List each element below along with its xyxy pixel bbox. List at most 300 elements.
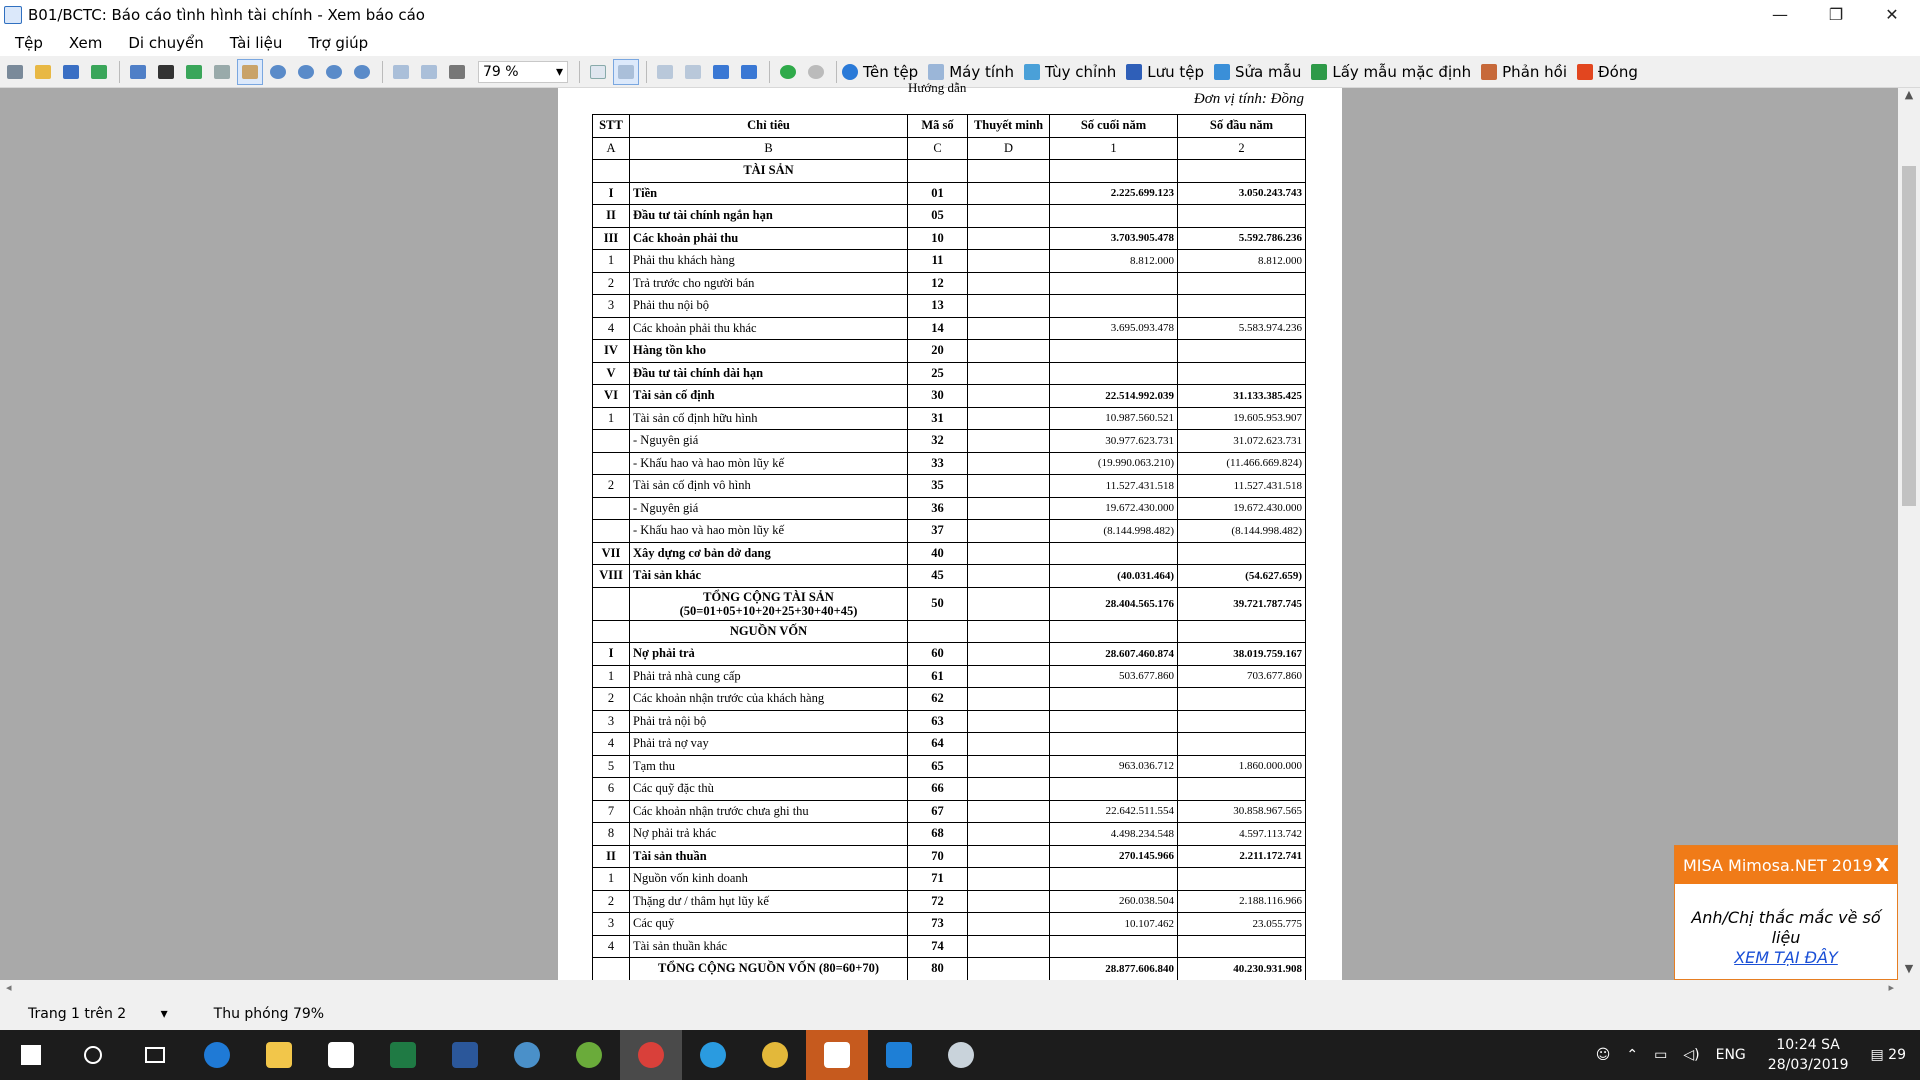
- sub-b: B: [630, 137, 908, 160]
- cell-start-value: [1178, 542, 1306, 565]
- cell-stt: [593, 620, 630, 643]
- cell-item: Phải trả nhà cung cấp: [630, 665, 908, 688]
- cell-note: [968, 452, 1050, 475]
- cell-stt: II: [593, 845, 630, 868]
- cell-start-value: 19.672.430.000: [1178, 497, 1306, 520]
- table-row: [593, 160, 1306, 183]
- cell-stt: 4: [593, 733, 630, 756]
- cell-item: Tài sản cố định hữu hình: [630, 407, 908, 430]
- actual-size-button[interactable]: [444, 59, 470, 85]
- cell-end-value: 2.225.699.123: [1050, 182, 1178, 205]
- cell-start-value: [1178, 205, 1306, 228]
- cell-note: [968, 665, 1050, 688]
- ie-button[interactable]: [682, 1030, 744, 1080]
- volume-icon[interactable]: ◁): [1683, 1047, 1700, 1063]
- toolbar-separator: [646, 61, 647, 83]
- feedback-button[interactable]: [1481, 63, 1567, 81]
- clock-date: 28/03/2019: [1767, 1057, 1849, 1073]
- scroll-up-icon[interactable]: ▲: [1904, 88, 1914, 101]
- cell-stt: V: [593, 362, 630, 385]
- arrow-up-icon: [685, 65, 701, 79]
- back-arrow-icon: [780, 65, 796, 79]
- cell-note: [968, 497, 1050, 520]
- cell-end-value: [1050, 295, 1178, 318]
- floppy-icon: [63, 65, 79, 79]
- cell-code: 25: [908, 362, 968, 385]
- computer-label: Máy tính: [949, 62, 1015, 81]
- zoom-in-icon: [298, 65, 314, 79]
- subheader-row: [593, 137, 1306, 160]
- cell-code: 30: [908, 385, 968, 408]
- windows-icon: [21, 1045, 41, 1065]
- cell-code: 80: [908, 958, 968, 981]
- edge-button[interactable]: [186, 1030, 248, 1080]
- save-file-button[interactable]: [1126, 63, 1204, 81]
- cell-code: [908, 160, 968, 183]
- popup-link[interactable]: XEM TẠI ĐÂY: [1734, 948, 1838, 967]
- cell-code: 62: [908, 688, 968, 711]
- start-button[interactable]: [0, 1030, 62, 1080]
- cell-start-value: 4.597.113.742: [1178, 823, 1306, 846]
- cell-start-value: 30.858.967.565: [1178, 800, 1306, 823]
- cell-stt: VII: [593, 542, 630, 565]
- cell-item: Đầu tư tài chính ngắn hạn: [630, 205, 908, 228]
- cell-item: Tài sản cố định vô hình: [630, 475, 908, 498]
- cell-end-value: [1050, 340, 1178, 363]
- table-row: [593, 620, 1306, 643]
- table-row: [593, 385, 1306, 408]
- cell-note: [968, 160, 1050, 183]
- close-button[interactable]: ✕: [1885, 5, 1899, 24]
- table-row: [593, 935, 1306, 958]
- window-title: B01/BCTC: Báo cáo tình hình tài chính - Xem báo cáo: [28, 5, 425, 24]
- next-page-button[interactable]: [708, 59, 734, 85]
- popup-close-button[interactable]: X: [1875, 854, 1889, 876]
- edit-icon: [1024, 64, 1040, 80]
- print-button[interactable]: [2, 59, 28, 85]
- cell-start-value: 11.527.431.518: [1178, 475, 1306, 498]
- restore-button[interactable]: ❐: [1828, 5, 1844, 24]
- page-indicator[interactable]: [14, 1006, 184, 1022]
- sub-a: A: [593, 137, 630, 160]
- misa-app2-button[interactable]: [558, 1030, 620, 1080]
- cell-start-value: 5.592.786.236: [1178, 227, 1306, 250]
- save-button[interactable]: [58, 59, 84, 85]
- cell-note: [968, 250, 1050, 273]
- arrow-last-icon: [741, 65, 757, 79]
- report-viewport[interactable]: [0, 80, 1898, 980]
- default-template-button[interactable]: [1311, 63, 1471, 81]
- misa-app-button[interactable]: [496, 1030, 558, 1080]
- zoom-fit-button[interactable]: [349, 59, 375, 85]
- cell-end-value: 270.145.966: [1050, 845, 1178, 868]
- cell-item: - Khấu hao và hao mòn lũy kế: [630, 520, 908, 543]
- cell-stt: [593, 587, 630, 620]
- cell-item: Các khoản phải thu khác: [630, 317, 908, 340]
- cell-stt: 2: [593, 475, 630, 498]
- vertical-scrollbar[interactable]: [1898, 88, 1920, 980]
- scroll-left-icon[interactable]: ◂: [6, 981, 12, 994]
- toolbar-separator: [579, 61, 580, 83]
- edge-icon: [204, 1042, 230, 1068]
- network-icon[interactable]: ▭: [1654, 1047, 1668, 1063]
- cell-end-value: [1050, 272, 1178, 295]
- col-header-end: Số cuối năm: [1050, 115, 1178, 138]
- word-icon: [452, 1042, 478, 1068]
- cell-note: [968, 868, 1050, 891]
- refresh-button[interactable]: [181, 59, 207, 85]
- cell-stt: 3: [593, 710, 630, 733]
- cell-item: Hàng tồn kho: [630, 340, 908, 363]
- horizontal-scrollbar[interactable]: [0, 980, 1920, 998]
- scroll-right-icon[interactable]: ▸: [1888, 981, 1894, 994]
- chevron-up-icon[interactable]: ⌃: [1626, 1047, 1639, 1063]
- layout-button[interactable]: [125, 59, 151, 85]
- cell-note: [968, 710, 1050, 733]
- cell-note: [968, 317, 1050, 340]
- binoculars-icon: [158, 65, 174, 79]
- table-row: [593, 475, 1306, 498]
- preview-button[interactable]: [209, 59, 235, 85]
- cell-item: Trả trước cho người bán: [630, 272, 908, 295]
- title-bar: [0, 0, 1920, 29]
- menu-navigate[interactable]: Di chuyển: [128, 33, 204, 52]
- table-row: [593, 733, 1306, 756]
- forward-arrow-icon: [808, 65, 824, 79]
- cell-code: 71: [908, 868, 968, 891]
- cell-note: [968, 890, 1050, 913]
- cell-stt: 2: [593, 688, 630, 711]
- cell-item: Tài sản thuần khác: [630, 935, 908, 958]
- table-row: [593, 542, 1306, 565]
- cell-stt: 1: [593, 868, 630, 891]
- cell-note: [968, 845, 1050, 868]
- cell-stt: I: [593, 643, 630, 666]
- menu-view[interactable]: Xem: [68, 33, 103, 52]
- cell-code: 66: [908, 778, 968, 801]
- customize-button[interactable]: [1024, 63, 1116, 81]
- header-row: [593, 115, 1306, 138]
- cell-note: [968, 800, 1050, 823]
- search-icon: [84, 1046, 102, 1064]
- cell-stt: 8: [593, 823, 630, 846]
- info-icon: [842, 64, 858, 80]
- cell-stt: I: [593, 182, 630, 205]
- magnifier-icon: [270, 65, 286, 79]
- menu-help[interactable]: Trợ giúp: [308, 33, 369, 52]
- cell-start-value: 31.072.623.731: [1178, 430, 1306, 453]
- open-button[interactable]: [30, 59, 56, 85]
- cell-end-value: 3.703.905.478: [1050, 227, 1178, 250]
- notification-button[interactable]: [1870, 1047, 1906, 1063]
- internet-explorer-icon: [700, 1042, 726, 1068]
- table-row: [593, 497, 1306, 520]
- export-button[interactable]: [86, 59, 112, 85]
- cell-code: 73: [908, 913, 968, 936]
- report-page: [558, 80, 1342, 988]
- mimosa-button[interactable]: [620, 1030, 682, 1080]
- language-indicator[interactable]: ENG: [1715, 1047, 1746, 1063]
- zalo-button[interactable]: [806, 1030, 868, 1080]
- cell-start-value: 3.050.243.743: [1178, 182, 1306, 205]
- cell-end-value: 10.987.560.521: [1050, 407, 1178, 430]
- save-file-label: Lưu tệp: [1147, 62, 1205, 81]
- last-page-button[interactable]: [736, 59, 762, 85]
- cell-item: - Nguyên giá: [630, 430, 908, 453]
- popup-header: [1675, 846, 1897, 884]
- toolbar-separator: [382, 61, 383, 83]
- cell-end-value: [1050, 778, 1178, 801]
- first-page-button[interactable]: [652, 59, 678, 85]
- edit-template-button[interactable]: [1214, 63, 1301, 81]
- cell-start-value: [1178, 935, 1306, 958]
- cell-note: [968, 430, 1050, 453]
- cell-start-value: 19.605.953.907: [1178, 407, 1306, 430]
- cell-code: 68: [908, 823, 968, 846]
- popup-title: MISA Mimosa.NET 2019: [1683, 855, 1873, 875]
- cell-item: Phải thu khách hàng: [630, 250, 908, 273]
- cell-item: Nợ phải trả khác: [630, 823, 908, 846]
- cell-start-value: [1178, 710, 1306, 733]
- chrome-button[interactable]: [744, 1030, 806, 1080]
- cell-stt: 7: [593, 800, 630, 823]
- cell-stt: IV: [593, 340, 630, 363]
- hand-icon: [242, 65, 258, 79]
- table-row: [593, 565, 1306, 588]
- cell-end-value: [1050, 362, 1178, 385]
- cell-end-value: 963.036.712: [1050, 755, 1178, 778]
- table-row: [593, 407, 1306, 430]
- cell-end-value: 22.642.511.554: [1050, 800, 1178, 823]
- whole-page-button[interactable]: [416, 59, 442, 85]
- cell-item: Các khoản nhận trước của khách hàng: [630, 688, 908, 711]
- table-row: [593, 710, 1306, 733]
- cell-code: 72: [908, 890, 968, 913]
- cell-end-value: [1050, 205, 1178, 228]
- cell-end-value: [1050, 688, 1178, 711]
- task-view-button[interactable]: [124, 1030, 186, 1080]
- computer-button[interactable]: [928, 63, 1014, 81]
- menu-file[interactable]: Tệp: [15, 33, 43, 52]
- col-header-item: Chỉ tiêu: [630, 115, 908, 138]
- single-page-icon: [590, 65, 606, 79]
- popup-body: [1675, 884, 1897, 968]
- minimize-button[interactable]: —: [1772, 5, 1788, 24]
- power-icon: [1577, 64, 1593, 80]
- cell-code: 37: [908, 520, 968, 543]
- cell-end-value: 10.107.462: [1050, 913, 1178, 936]
- toolbar-separator: [836, 61, 837, 83]
- cell-stt: III: [593, 227, 630, 250]
- notification-count: 29: [1888, 1047, 1906, 1063]
- cell-stt: 1: [593, 250, 630, 273]
- cell-item: - Nguyên giá: [630, 497, 908, 520]
- cell-note: [968, 520, 1050, 543]
- notification-icon: ▤: [1870, 1047, 1884, 1063]
- col-header-code: Mã số: [908, 115, 968, 138]
- cell-item: Nợ phải trả: [630, 643, 908, 666]
- sub-d: D: [968, 137, 1050, 160]
- table-row: [593, 227, 1306, 250]
- cell-stt: 6: [593, 778, 630, 801]
- cell-start-value: (11.466.669.824): [1178, 452, 1306, 475]
- zoom-fit-icon: [354, 65, 370, 79]
- customize-label: Tùy chỉnh: [1045, 62, 1117, 81]
- table-row: [593, 452, 1306, 475]
- cell-code: 67: [908, 800, 968, 823]
- file-name-button[interactable]: [842, 63, 918, 81]
- cell-item: Các khoản nhận trước chưa ghi thu: [630, 800, 908, 823]
- table-row: [593, 913, 1306, 936]
- cell-item: Các quỹ: [630, 913, 908, 936]
- cell-end-value: 503.677.860: [1050, 665, 1178, 688]
- cell-stt: 4: [593, 317, 630, 340]
- single-page-button[interactable]: [585, 59, 611, 85]
- close-report-label: Đóng: [1598, 62, 1638, 81]
- feedback-label: Phản hồi: [1502, 62, 1568, 81]
- toolbar-separator: [119, 61, 120, 83]
- cell-stt: [593, 160, 630, 183]
- table-row: [593, 755, 1306, 778]
- cell-end-value: [1050, 542, 1178, 565]
- cell-end-value: (40.031.464): [1050, 565, 1178, 588]
- cell-start-value: [1178, 295, 1306, 318]
- zoom-out-icon: [326, 65, 342, 79]
- table-row: [593, 340, 1306, 363]
- system-tray: [1588, 1030, 1920, 1080]
- search-button[interactable]: [62, 1030, 124, 1080]
- cell-code: 63: [908, 710, 968, 733]
- cell-start-value: (54.627.659): [1178, 565, 1306, 588]
- misa-popup: [1674, 845, 1898, 980]
- table-row: [593, 868, 1306, 891]
- cell-note: [968, 935, 1050, 958]
- cell-end-value: [1050, 160, 1178, 183]
- cell-end-value: 28.877.606.840: [1050, 958, 1178, 981]
- cell-note: [968, 227, 1050, 250]
- word-button[interactable]: [434, 1030, 496, 1080]
- misa-icon: [514, 1042, 540, 1068]
- cell-code: 11: [908, 250, 968, 273]
- cell-note: [968, 385, 1050, 408]
- table-row: [593, 430, 1306, 453]
- cell-item: TỔNG CỘNG TÀI SẢN (50=01+05+10+20+25+30+40+45): [630, 587, 908, 620]
- store-icon: [328, 1042, 354, 1068]
- mimosa-icon: [638, 1042, 664, 1068]
- zoom-out-button[interactable]: [321, 59, 347, 85]
- cell-stt: 3: [593, 295, 630, 318]
- zoom-status: Thu phóng 79%: [213, 1006, 325, 1022]
- back-button[interactable]: [775, 59, 801, 85]
- cell-start-value: [1178, 868, 1306, 891]
- cell-stt: 1: [593, 407, 630, 430]
- cell-note: [968, 823, 1050, 846]
- cell-note: [968, 182, 1050, 205]
- folder-icon: [266, 1042, 292, 1068]
- cell-code: [908, 620, 968, 643]
- cell-start-value: [1178, 340, 1306, 363]
- close-report-button[interactable]: [1577, 63, 1638, 81]
- cell-code: 12: [908, 272, 968, 295]
- people-icon[interactable]: ☺: [1595, 1047, 1611, 1063]
- cell-start-value: (8.144.998.482): [1178, 520, 1306, 543]
- zoom-tool-button[interactable]: [265, 59, 291, 85]
- zalo-icon: [824, 1042, 850, 1068]
- zoom-in-button[interactable]: [293, 59, 319, 85]
- cell-stt: II: [593, 205, 630, 228]
- scroll-thumb[interactable]: [1902, 166, 1916, 506]
- store-button[interactable]: [310, 1030, 372, 1080]
- cell-code: 10: [908, 227, 968, 250]
- actual-size-icon: [449, 65, 465, 79]
- document-icon: [928, 64, 944, 80]
- cell-code: 61: [908, 665, 968, 688]
- menu-document[interactable]: Tài liệu: [229, 33, 283, 52]
- cell-note: [968, 295, 1050, 318]
- hand-tool-button[interactable]: [237, 59, 263, 85]
- cell-item: Tài sản khác: [630, 565, 908, 588]
- arrow-down-icon: [713, 65, 729, 79]
- cell-code: 32: [908, 430, 968, 453]
- clock[interactable]: [1768, 1035, 1849, 1075]
- cell-item: Tài sản cố định: [630, 385, 908, 408]
- find-button[interactable]: [153, 59, 179, 85]
- cell-start-value: [1178, 620, 1306, 643]
- excel-icon: [390, 1042, 416, 1068]
- cell-note: [968, 958, 1050, 981]
- table-row: [593, 823, 1306, 846]
- cell-note: [968, 407, 1050, 430]
- cell-start-value: 703.677.860: [1178, 665, 1306, 688]
- cell-item: - Khấu hao và hao mòn lũy kế: [630, 452, 908, 475]
- prev-page-button[interactable]: [680, 59, 706, 85]
- excel-button[interactable]: [372, 1030, 434, 1080]
- table-row: [593, 250, 1306, 273]
- cell-note: [968, 340, 1050, 363]
- cell-end-value: [1050, 620, 1178, 643]
- cell-code: 33: [908, 452, 968, 475]
- forward-button[interactable]: [803, 59, 829, 85]
- cell-code: 36: [908, 497, 968, 520]
- cell-start-value: 38.019.759.167: [1178, 643, 1306, 666]
- cell-start-value: [1178, 362, 1306, 385]
- multi-page-button[interactable]: [613, 59, 639, 85]
- cell-start-value: [1178, 778, 1306, 801]
- paint-button[interactable]: [930, 1030, 992, 1080]
- cell-code: 40: [908, 542, 968, 565]
- cell-start-value: 1.860.000.000: [1178, 755, 1306, 778]
- cell-note: [968, 272, 1050, 295]
- cell-note: [968, 913, 1050, 936]
- explorer-button[interactable]: [248, 1030, 310, 1080]
- teamviewer-button[interactable]: [868, 1030, 930, 1080]
- cell-code: 13: [908, 295, 968, 318]
- cell-stt: [593, 958, 630, 981]
- zoom-select[interactable]: [478, 61, 568, 83]
- cell-item: TỔNG CỘNG NGUỒN VỐN (80=60+70): [630, 958, 908, 981]
- cell-stt: 2: [593, 890, 630, 913]
- cell-stt: 4: [593, 935, 630, 958]
- pencil-icon: [1214, 64, 1230, 80]
- page-width-button[interactable]: [388, 59, 414, 85]
- col-header-note: Thuyết minh: [968, 115, 1050, 138]
- cell-stt: 5: [593, 755, 630, 778]
- cell-end-value: [1050, 710, 1178, 733]
- cell-code: 20: [908, 340, 968, 363]
- scroll-down-icon[interactable]: ▼: [1904, 962, 1914, 975]
- cell-stt: [593, 452, 630, 475]
- cell-code: 05: [908, 205, 968, 228]
